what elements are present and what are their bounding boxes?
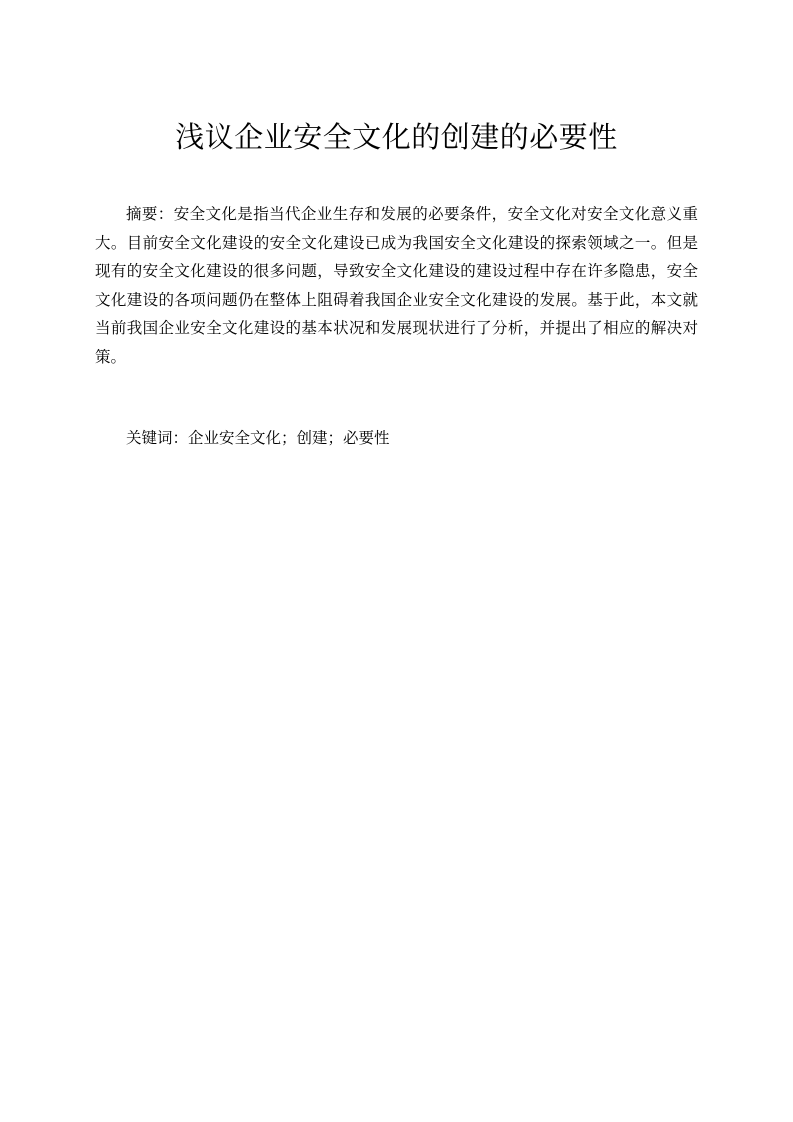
- document-title: 浅议企业安全文化的创建的必要性: [175, 120, 618, 154]
- abstract-text: 安全文化是指当代企业生存和发展的必要条件，安全文化对安全文化意义重大。目前安全文化建设的安全文化建设已成为我国安全文化建设的探索领域之一。但是现有的安全文化建设的很多问题，导致安全文化建设的建设过程中存在许多隐患，安全文化建设的各项问题仍在整体上阻碍着我国企业安全文化建设的发展。基于此，本文就当前我国企业安全文化建设的基本状况和发展现状进行了分析，并提出了相应的解决对策。: [95, 205, 698, 366]
- abstract-label: 摘要：: [126, 205, 174, 223]
- keywords-text: 企业安全文化；创建；必要性: [188, 429, 390, 447]
- keywords-label: 关键词：: [126, 429, 189, 447]
- keywords-line: [126, 425, 390, 451]
- abstract-paragraph: [95, 200, 698, 371]
